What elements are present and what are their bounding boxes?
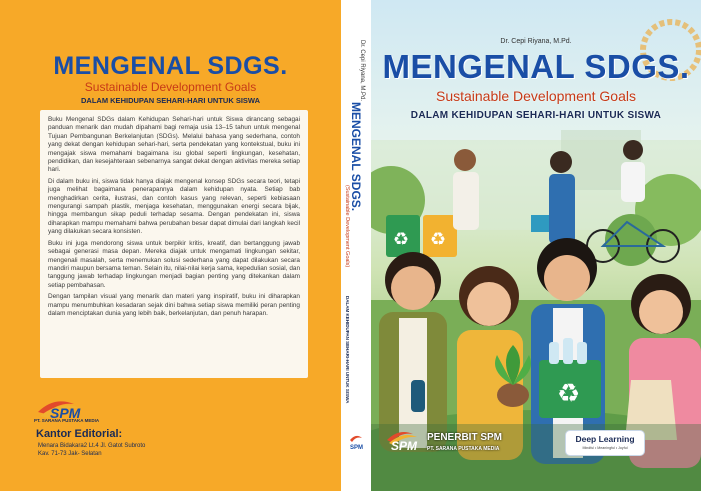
- spine-logo-icon: [349, 432, 363, 452]
- spine: [341, 0, 371, 491]
- office-address: [38, 442, 198, 458]
- office-heading: Kantor Editorial:: [36, 428, 123, 440]
- plant-pot-icon: [497, 383, 529, 407]
- svg-text:♻: ♻: [430, 229, 447, 250]
- blurb-paragraph-2: Di dalam buku ini, siswa tidak hanya diajak mengenal konsep SDGs secara teori, tetapi juga melihat bagaimana penerapannya dalam kehidupan nyata. Setiap bab menghadirkan cerita, ilustrasi, dan contoh kasus yang relevan, seperti kebiasaan mengurangi sampah plastik, menjaga kesehatan, menggunakan energi secara bijak, hingga membangun sikap peduli terhadap sesama. Dengan pendekatan ini, siswa diharapkan mampu memahami bahwa perubahan besar dapat dimulai dari langkah kecil yang dilakukan secara konsisten.: [48, 177, 300, 236]
- front-publisher-logo-icon: [385, 428, 427, 454]
- front-publisher-company: PT. SARANA PUSTAKA MEDIA: [427, 446, 500, 452]
- water-bottle-icon: [411, 380, 425, 412]
- front-author: Dr. Cepi Riyana, M.Pd.: [500, 38, 572, 45]
- office-address-line-2: Kav. 71-73 Jak- Selatan: [38, 451, 102, 457]
- spine-tagline: DALAM KEHIDUPAN SEHARI-HARI UNTUK SISWA: [345, 296, 350, 404]
- blurb-paragraph-3: Buku ini juga mendorong siswa untuk berpikir kritis, kreatif, dan bertanggung jawab sebagai generasi masa depan. Mereka diajak untuk mengamati lingkungan sekitar, mengenali masalah, serta menemukan solusi sederhana yang dapat dilakukan secara mandiri maupun bersama teman. Selain itu, nilai-nilai kerja sama, kepedulian sosial, dan tanggung jawab terhadap lingkungan menjadi bagian penting yang ditekankan dalam setiap pembahasan.: [48, 239, 300, 289]
- watering-can-icon: [531, 215, 549, 232]
- svg-text:♻: ♻: [393, 229, 410, 250]
- spine-logo-text: SPM: [350, 445, 363, 451]
- back-subtitle: Sustainable Development Goals: [84, 80, 257, 94]
- blurb-paragraph-1: Buku Mengenal SDGs dalam Kehidupan Sehari-hari untuk Siswa dirancang sebagai panduan menarik dan mudah dipahami bagi remaja usia 13–15 tahun untuk mengenal Tujuan Pembangunan Berkelanjutan (SDGs). Melalui bahasa yang sederhana, contoh yang dekat dengan kehidupan sehari-hari, serta pendekatan yang kontekstual, buku ini mengajak siswa memahami bagaimana isu global seperti lingkungan, kesehatan, pendidikan, dan kesejahteraan sebenarnya sangat dekat dengan aktivitas mereka setiap hari.: [48, 116, 300, 174]
- front-subtitle: Sustainable Development Goals: [435, 88, 636, 104]
- spine-title: MENGENAL SDGS.: [349, 102, 363, 212]
- back-cover: [0, 0, 341, 491]
- badge-subtitle: Mindful • Meaningful • Joyful: [582, 446, 628, 450]
- svg-text:♻: ♻: [557, 379, 581, 409]
- front-publisher-label: PENERBIT SPM: [427, 432, 503, 443]
- spine-author: Dr. Cepi Riyana, M.Pd.: [359, 40, 365, 102]
- back-logo-text: SPM: [50, 405, 81, 421]
- blurb-paragraph-4: Dengan tampilan visual yang menarik dan materi yang inspiratif, buku ini diharapkan mampu menumbuhkan kesadaran sejak dini bahwa setiap siswa memiliki peran penting dalam menciptakan dunia yang lebih baik, berkelanjutan, dan penuh harapan.: [48, 293, 300, 317]
- deep-learning-badge: [565, 430, 645, 456]
- office-address-line-1: Menara Bidakara2 Lt.4 Jl. Gatot Subroto: [38, 443, 146, 449]
- badge-title: Deep Learning: [575, 434, 635, 444]
- back-publisher-name: PT. SARANA PUSTAKA MEDIA: [34, 418, 100, 423]
- front-cover: [371, 0, 701, 491]
- front-title: MENGENAL SDGS.: [382, 48, 690, 85]
- front-logo-text: SPM: [391, 439, 418, 453]
- back-tagline: DALAM KEHIDUPAN SEHARI-HARI UNTUK SISWA: [80, 96, 261, 105]
- front-tagline: DALAM KEHIDUPAN SEHARI-HARI UNTUK SISWA: [410, 110, 662, 121]
- spine-subtitle: (Sustainable Development Goals): [344, 185, 350, 268]
- back-blurb: [40, 110, 308, 378]
- back-title: MENGENAL SDGS.: [53, 52, 288, 80]
